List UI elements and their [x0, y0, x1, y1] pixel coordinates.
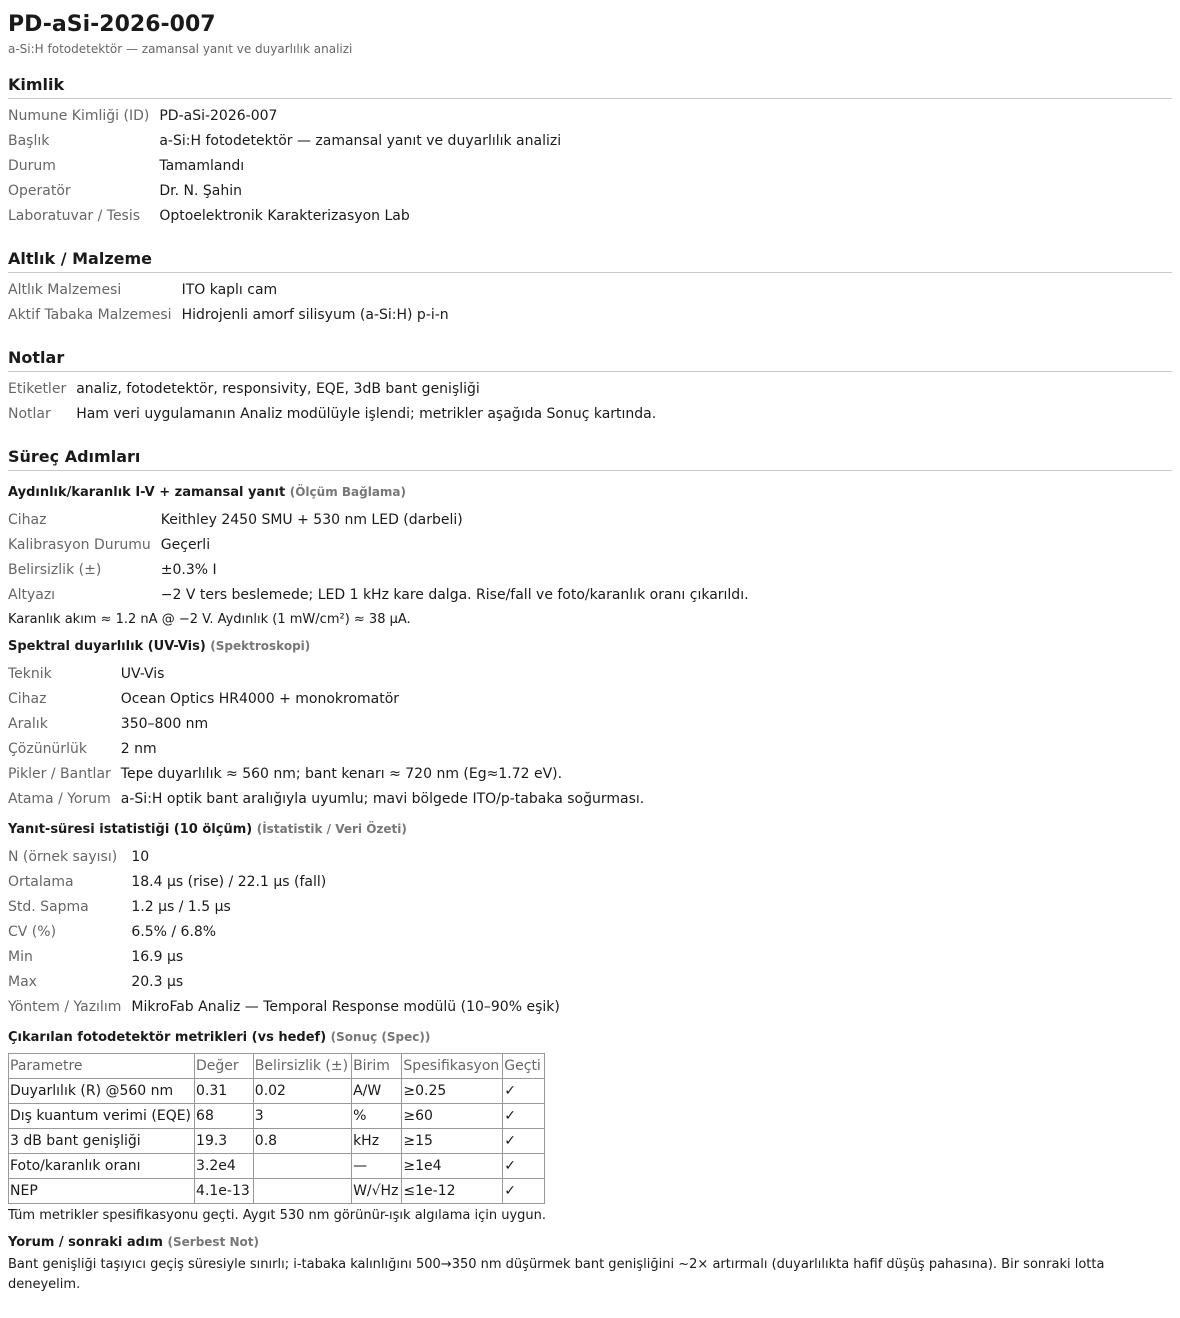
field-label: Kalibrasyon Durumu	[8, 537, 151, 553]
kv-row	[8, 278, 449, 303]
field-value: −2 V ters beslemede; LED 1 kHz kare dalga. Rise/fall ve foto/karanlık oranı çıkarıldı.	[160, 587, 749, 603]
field-value: Optoelektronik Karakterizasyon Lab	[159, 208, 410, 224]
field-label: Yöntem / Yazılım	[8, 999, 122, 1015]
table-cell: Dış kuantum verimi (EQE)	[9, 1104, 195, 1129]
field-value: ITO kaplı cam	[181, 282, 278, 298]
table-cell: NEP	[9, 1179, 195, 1204]
kv-row	[8, 845, 560, 870]
field-label: Etiketler	[8, 381, 67, 397]
pass-check-icon: ✓	[503, 1104, 545, 1129]
step-istatistik	[8, 820, 1172, 1020]
column-header: Spesifikasyon	[402, 1054, 503, 1079]
kv-row	[8, 533, 749, 558]
page-title: PD-aSi-2026-007	[8, 12, 216, 37]
field-label: N (örnek sayısı)	[8, 849, 118, 865]
metrics-table	[8, 1053, 545, 1204]
kv-row	[8, 179, 561, 204]
malzeme-table	[8, 278, 449, 328]
column-header: Geçti	[503, 1054, 545, 1079]
table-cell: Duyarlılık (R) @560 nm	[9, 1079, 195, 1104]
field-label: Pikler / Bantlar	[8, 766, 111, 782]
kv-row	[8, 154, 561, 179]
step-spektroskopi-table	[8, 662, 644, 812]
section-heading-surec: Süreç Adımları	[8, 447, 1172, 471]
table-cell: 3	[253, 1104, 351, 1129]
field-label: Durum	[8, 158, 56, 174]
kv-row	[8, 687, 644, 712]
field-label: Numune Kimliği (ID)	[8, 108, 150, 124]
table-cell: ≤1e-12	[402, 1179, 503, 1204]
field-value: 20.3 μs	[131, 974, 184, 990]
table-cell: 68	[195, 1104, 254, 1129]
step-olcum-table	[8, 508, 749, 608]
step-spektroskopi	[8, 637, 1172, 812]
field-label: Operatör	[8, 183, 71, 199]
step-type-tag: (Serbest Not)	[167, 1235, 259, 1249]
field-value: 16.9 μs	[131, 949, 184, 965]
kv-row	[8, 204, 561, 229]
field-value: Ham veri uygulamanın Analiz modülüyle işlendi; metrikler aşağıda Sonuç kartında.	[76, 406, 657, 422]
field-label: Notlar	[8, 406, 51, 422]
table-cell: 3 dB bant genişliği	[9, 1129, 195, 1154]
field-label: Altyazı	[8, 587, 56, 603]
table-row	[9, 1129, 545, 1154]
table-cell: A/W	[352, 1079, 402, 1104]
field-value: 10	[131, 849, 150, 865]
field-label: Başlık	[8, 133, 50, 149]
step-type-tag: (Spektroskopi)	[210, 639, 311, 653]
table-row	[9, 1104, 545, 1129]
field-label: Altlık Malzemesi	[8, 282, 122, 298]
step-sonuc	[8, 1028, 1172, 1225]
field-label: Min	[8, 949, 33, 965]
table-cell: 0.8	[253, 1129, 351, 1154]
field-label: Belirsizlik (±)	[8, 562, 102, 578]
field-value: ±0.3% I	[160, 562, 217, 578]
field-value: MikroFab Analiz — Temporal Response modülü (10–90% eşik)	[131, 999, 560, 1015]
step-title	[8, 637, 1172, 656]
kv-row	[8, 762, 644, 787]
field-value: UV-Vis	[120, 666, 165, 682]
field-label: Laboratuvar / Tesis	[8, 208, 141, 224]
table-cell: %	[352, 1104, 402, 1129]
free-note-text: Bant genişliği taşıyıcı geçiş süresiyle sınırlı; i-tabaka kalınlığını 500→350 nm düşürmek bant genişliğini ~2× artırmalı (duyarlılıkta hafif düşüş pahasına). Bir sonraki lotta deneyelim.	[8, 1257, 1105, 1292]
step-type-tag: (Ölçüm Bağlama)	[289, 485, 407, 499]
table-row	[9, 1154, 545, 1179]
table-cell: 4.1e-13	[195, 1179, 254, 1204]
pass-check-icon: ✓	[503, 1129, 545, 1154]
step-istatistik-table	[8, 845, 560, 1020]
table-cell: ≥60	[402, 1104, 503, 1129]
table-cell	[253, 1179, 351, 1204]
field-value: Tepe duyarlılık ≈ 560 nm; bant kenarı ≈ 720 nm (Eg≈1.72 eV).	[120, 766, 563, 782]
section-surec	[8, 447, 1172, 1295]
field-value: analiz, fotodetektör, responsivity, EQE, 3dB bant genişliği	[76, 381, 480, 397]
field-label: CV (%)	[8, 924, 57, 940]
field-value: a-Si:H optik bant aralığıyla uyumlu; mavi bölgede ITO/p-tabaka soğurması.	[120, 791, 645, 807]
kv-row	[8, 104, 561, 129]
section-heading-kimlik: Kimlik	[8, 75, 1172, 99]
pass-check-icon: ✓	[503, 1179, 545, 1204]
table-cell: ≥1e4	[402, 1154, 503, 1179]
pass-check-icon: ✓	[503, 1079, 545, 1104]
field-value: Keithley 2450 SMU + 530 nm LED (darbeli)	[160, 512, 463, 528]
kv-row	[8, 129, 561, 154]
notlar-table	[8, 377, 656, 427]
kv-row	[8, 402, 656, 427]
field-label: Çözünürlük	[8, 741, 87, 757]
kv-row	[8, 945, 560, 970]
pass-check-icon: ✓	[503, 1154, 545, 1179]
table-cell: kHz	[352, 1129, 402, 1154]
column-header: Belirsizlik (±)	[253, 1054, 351, 1079]
step-title-text: Yanıt-süresi istatistiği (10 ölçüm)	[8, 822, 253, 837]
field-value: Geçerli	[160, 537, 211, 553]
field-label: Cihaz	[8, 691, 47, 707]
step-title	[8, 1028, 1172, 1047]
kv-row	[8, 662, 644, 687]
column-header: Değer	[195, 1054, 254, 1079]
step-title-text: Spektral duyarlılık (UV-Vis)	[8, 639, 206, 654]
field-label: Atama / Yorum	[8, 791, 111, 807]
step-caption: Tüm metrikler spesifikasyonu geçti. Aygıt 530 nm görünür-ışık algılama için uygun.	[8, 1208, 547, 1223]
section-notlar	[8, 348, 1172, 427]
step-type-tag: (Sonuç (Spec))	[330, 1030, 431, 1044]
field-value: Ocean Optics HR4000 + monokromatör	[120, 691, 400, 707]
page-subtitle: a-Si:H fotodetektör — zamansal yanıt ve duyarlılık analizi	[8, 42, 353, 56]
kv-row	[8, 303, 449, 328]
field-value: a-Si:H fotodetektör — zamansal yanıt ve duyarlılık analizi	[159, 133, 562, 149]
metrics-header-row	[9, 1054, 545, 1079]
field-value: 18.4 μs (rise) / 22.1 μs (fall)	[131, 874, 327, 890]
step-title-text: Çıkarılan fotodetektör metrikleri (vs hedef)	[8, 1030, 327, 1045]
field-value: 6.5% / 6.8%	[131, 924, 217, 940]
field-value: PD-aSi-2026-007	[159, 108, 278, 124]
field-value: Tamamlandı	[159, 158, 245, 174]
step-serbest-not	[8, 1233, 1172, 1295]
table-cell: ≥15	[402, 1129, 503, 1154]
column-header: Birim	[352, 1054, 402, 1079]
field-label: Cihaz	[8, 512, 47, 528]
field-value: 350–800 nm	[120, 716, 209, 732]
kv-row	[8, 995, 560, 1020]
step-title	[8, 820, 1172, 839]
field-label: Aktif Tabaka Malzemesi	[8, 307, 172, 323]
step-title-text: Aydınlık/karanlık I-V + zamansal yanıt	[8, 485, 286, 500]
field-value: 1.2 μs / 1.5 μs	[131, 899, 231, 915]
section-heading-notlar: Notlar	[8, 348, 1172, 372]
step-title	[8, 483, 1172, 502]
kv-row	[8, 737, 644, 762]
kv-row	[8, 558, 749, 583]
table-cell: 0.02	[253, 1079, 351, 1104]
table-cell	[253, 1154, 351, 1179]
section-malzeme	[8, 249, 1172, 328]
field-value: Hidrojenli amorf silisyum (a-Si:H) p-i-n	[181, 307, 449, 323]
section-kimlik	[8, 75, 1172, 229]
step-title	[8, 1233, 1172, 1252]
step-type-tag: (İstatistik / Veri Özeti)	[256, 822, 407, 836]
step-olcum	[8, 483, 1172, 629]
kv-row	[8, 377, 656, 402]
kv-row	[8, 895, 560, 920]
kimlik-table	[8, 104, 561, 229]
field-label: Aralık	[8, 716, 48, 732]
table-row	[9, 1179, 545, 1204]
table-cell: W/√Hz	[352, 1179, 402, 1204]
table-cell: —	[352, 1154, 402, 1179]
column-header: Parametre	[9, 1054, 195, 1079]
kv-row	[8, 920, 560, 945]
table-row	[9, 1079, 545, 1104]
kv-row	[8, 870, 560, 895]
kv-row	[8, 712, 644, 737]
kv-row	[8, 583, 749, 608]
step-title-text: Yorum / sonraki adım	[8, 1235, 163, 1250]
table-cell: ≥0.25	[402, 1079, 503, 1104]
table-cell: 3.2e4	[195, 1154, 254, 1179]
kv-row	[8, 787, 644, 812]
field-value: Dr. N. Şahin	[159, 183, 242, 199]
kv-row	[8, 508, 749, 533]
field-label: Std. Sapma	[8, 899, 89, 915]
field-value: 2 nm	[120, 741, 157, 757]
kv-row	[8, 970, 560, 995]
table-cell: 19.3	[195, 1129, 254, 1154]
step-caption: Karanlık akım ≈ 1.2 nA @ −2 V. Aydınlık (1 mW/cm²) ≈ 38 μA.	[8, 612, 411, 627]
table-cell: 0.31	[195, 1079, 254, 1104]
field-label: Teknik	[8, 666, 52, 682]
table-cell: Foto/karanlık oranı	[9, 1154, 195, 1179]
section-heading-malzeme: Altlık / Malzeme	[8, 249, 1172, 273]
field-label: Max	[8, 974, 37, 990]
field-label: Ortalama	[8, 874, 74, 890]
